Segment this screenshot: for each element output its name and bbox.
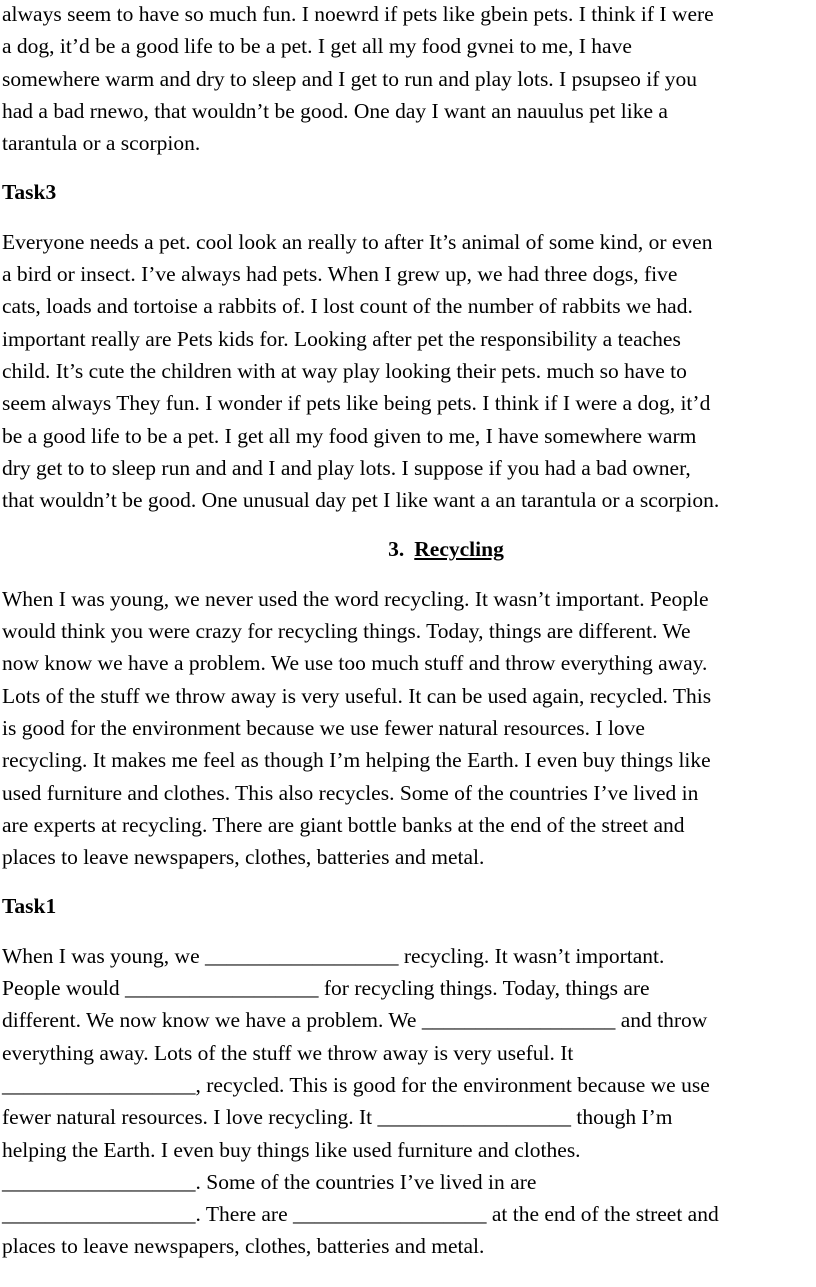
text-line: places to leave newspapers, clothes, batteries and metal. [2,845,485,870]
text-line: everything away. Lots of the stuff we throw away is very useful. It [2,1040,574,1065]
text-line: seem always They fun. I wonder if pets like being pets. I think if I were a dog, it’d [2,391,711,416]
text-line: __________________. There are __________________ at the end of the street and [2,1202,719,1227]
text-line: is good for the environment because we use fewer natural resources. I love [2,715,645,740]
text-line: dry get to to sleep run and and I and play lots. I suppose if you had a bad owner, [2,455,691,480]
text-line: be a good life to be a pet. I get all my food given to me, I have somewhere warm [2,423,697,448]
text-line: child. It’s cute the children with at way play looking their pets. much so have to [2,358,687,383]
text-line: different. We now know we have a problem. We __________________ and throw [2,1008,708,1033]
recycling-paragraph [2,583,814,874]
text-line: used furniture and clothes. This also recycles. Some of the countries I’ve lived in [2,780,699,805]
text-line: important really are Pets kids for. Looking after pet the responsibility a teaches [2,326,681,351]
task3-paragraph [2,226,814,517]
section-title-recycling [2,533,814,565]
text-line: would think you were crazy for recycling things. Today, things are different. We [2,619,691,644]
text-line: Everyone needs a pet. cool look an really to after It’s animal of some kind, or even [2,229,713,254]
text-line: always seem to have so much fun. I noewrd if pets like gbein pets. I think if I were [2,2,714,26]
text-line: __________________. Some of the countries I’ve lived in are [2,1169,537,1194]
section-title-text: Recycling [414,537,504,562]
text-line: When I was young, we __________________ recycling. It wasn’t important. [2,943,665,968]
text-line: somewhere warm and dry to sleep and I get to run and play lots. I psupseo if you [2,66,698,91]
task1-heading: Task1 [2,894,57,919]
text-line: __________________, recycled. This is good for the environment because we use [2,1072,710,1097]
text-line: a dog, it’d be a good life to be a pet. I get all my food gvnei to me, I have [2,34,632,59]
task1-paragraph [2,940,814,1263]
text-line: had a bad rnewo, that wouldn’t be good. One day I want an nauulus pet like a [2,98,668,123]
text-line: Lots of the stuff we throw away is very useful. It can be used again, recycled. This [2,683,712,708]
text-line: fewer natural resources. I love recycling. It __________________ though I’m [2,1105,673,1130]
section-number: 3. [388,537,405,562]
text-line: recycling. It makes me feel as though I’m helping the Earth. I even buy things like [2,748,711,773]
text-line: helping the Earth. I even buy things like used furniture and clothes. [2,1137,581,1162]
pets-scrambled-paragraph [2,0,814,159]
text-line: are experts at recycling. There are giant bottle banks at the end of the street and [2,812,685,837]
task3-heading: Task3 [2,180,57,205]
text-line: that wouldn’t be good. One unusual day pet I like want a an tarantula or a scorpion. [2,488,720,513]
text-line: now know we have a problem. We use too much stuff and throw everything away. [2,651,708,676]
text-line: tarantula or a scorpion. [2,131,201,156]
text-line: When I was young, we never used the word recycling. It wasn’t important. People [2,586,709,611]
text-line: places to leave newspapers, clothes, batteries and metal. [2,1234,485,1259]
text-line: a bird or insect. I’ve always had pets. When I grew up, we had three dogs, five [2,262,678,287]
text-line: cats, loads and tortoise a rabbits of. I lost count of the number of rabbits we had. [2,294,693,319]
text-line: People would __________________ for recycling things. Today, things are [2,976,650,1001]
